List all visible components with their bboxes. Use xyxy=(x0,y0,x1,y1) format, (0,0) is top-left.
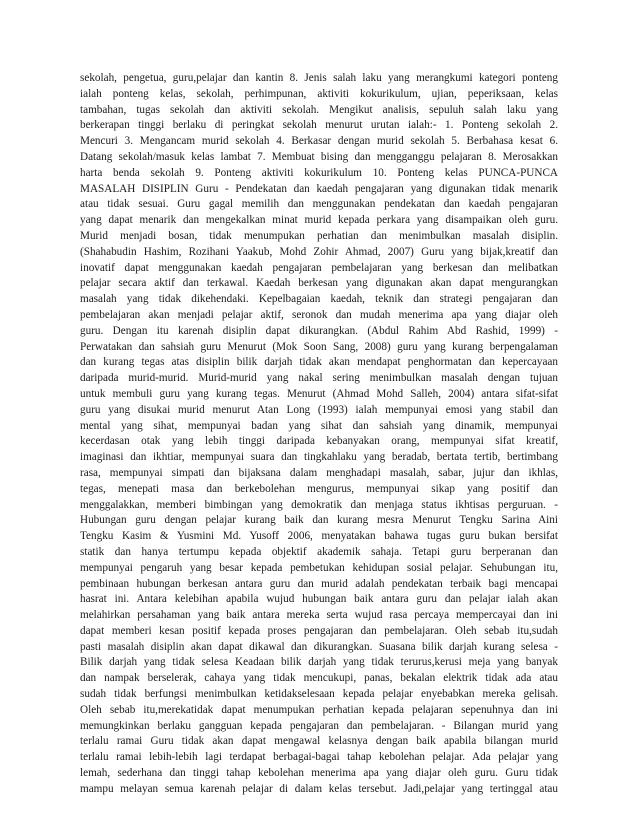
text-line: pembinaan hubungan berkesan antara guru dan murid adalah pendekatan terbaik bagi mencapai xyxy=(80,577,558,590)
text-line: MASALAH DISIPLIN Guru - Pendekatan dan kaedah pengajaran yang digunakan tidak menarik xyxy=(80,182,558,195)
text-line: Tengku Kasim & Yusmini Md. Yusoff 2006, menyatakan bahawa tugas guru bukan bersifat xyxy=(80,530,558,543)
text-line: dapat memberi kesan positif kepada proses pengajaran dan pembelajaran. Oleh sebab itu,sudah xyxy=(80,624,558,637)
body-text xyxy=(80,71,558,798)
text-line: menggalakkan, memberi bimbingan yang demokratik dan menjaga status ikhtisas perguruan. - xyxy=(80,498,558,511)
text-line: masalah yang tidak dikehendaki. Kepelbagaian kaedah, teknik dan strategi pengajaran dan xyxy=(80,293,558,306)
text-line: inovatif dapat menggunakan kaedah pengajaran pembelajaran yang berkesan dan melibatkan xyxy=(80,261,558,274)
text-line: Oleh sebab itu,merekatidak dapat menumpukan perhatian kepada pelajaran sepenuhnya dan ini xyxy=(80,703,558,716)
text-line: dan kurang tegas atas disiplin bilik darjah tidak akan mendapat penghormatan dan kepercayaan xyxy=(80,356,558,369)
text-line: pasti masalah disiplin akan dapat dikawal dan dikurangkan. Suasana bilik darjah kurang selesa - xyxy=(80,640,558,653)
text-line: pelajar secara aktif dan terkawal. Kaedah berkesan yang digunakan akan dapat mengurangkan xyxy=(80,277,558,290)
text-line: kecerdasan otak yang lebih tinggi daripada kebanyakan orang, mempunyai sifat kreatif, xyxy=(80,435,558,448)
text-line: harta benda sekolah 9. Ponteng aktiviti kokurikulum 10. Ponteng kelas PUNCA-PUNCA xyxy=(80,166,558,179)
text-line: daripada murid-murid. Murid-murid yang nakal sering menimbulkan masalah dengan tujuan xyxy=(80,372,558,385)
text-line: terlalu ramai Guru tidak akan dapat mengawal kelasnya dengan baik apabila bilangan murid xyxy=(80,735,558,748)
text-line: imaginasi dan ikhtiar, mempunyai suara dan tingkahlaku yang beradab, bertata tertib, bertimbang xyxy=(80,451,558,464)
text-line: Mencuri 3. Mengancam murid sekolah 4. Berkasar dengan murid sekolah 5. Berbahasa kesat 6. xyxy=(80,135,558,148)
text-line: Datang sekolah/masuk kelas lambat 7. Membuat bising dan mengganggu pelajaran 8. Merosakkan xyxy=(80,150,558,163)
text-line: guru yang disukai murid menurut Atan Long (1993) ialah mempunyai emosi yang stabil dan xyxy=(80,403,558,416)
text-line: sudah tidak berfungsi menimbulkan ketidakselesaan kepada pelajar enyebabkan mereka gelisah. xyxy=(80,688,558,701)
text-line: mampu melayan semua karenah pelajar di dalam kelas tersebut. Jadi,pelajar yang tertinggal atau xyxy=(80,782,558,795)
text-line: melahirkan persahaman yang baik antara mereka serta wujud rasa percaya mempercayai dan ini xyxy=(80,609,558,622)
text-line: Murid menjadi bosan, tidak menumpukan perhatian dan menimbulkan masalah disiplin. xyxy=(80,229,558,242)
text-line: statik dan hanya tertumpu kepada objektif akademik sahaja. Tetapi guru berperanan dan xyxy=(80,545,558,558)
text-line: memungkinkan berlaku gangguan kepada pengajaran dan pembelajaran. - Bilangan murid yang xyxy=(80,719,558,732)
text-line: yang dapat menarik dan mengekalkan minat murid kepada perkara yang disampaikan oleh guru. xyxy=(80,214,558,227)
text-line: mempunyai pengaruh yang besar kepada pembetukan kehidupan sosial pelajar. Sehubungan itu, xyxy=(80,561,558,574)
text-line: terlalu ramai lebih-lebih lagi terdapat berbagai-bagai tahap kebolehan pelajar. Ada pelajar yang xyxy=(80,751,558,764)
text-line: untuk membuli guru yang kurang tegas. Menurut (Ahmad Mohd Salleh, 2004) antara sifat-sifat xyxy=(80,387,558,400)
text-line: dan nampak berselerak, cahaya yang tidak mencukupi, panas, bekalan elektrik tidak ada atau xyxy=(80,672,558,685)
text-line: sekolah, pengetua, guru,pelajar dan kantin 8. Jenis salah laku yang merangkumi kategori ponteng xyxy=(80,72,558,84)
text-line: lemah, sederhana dan tinggi tahap kebolehan menerima apa yang diajar oleh guru. Guru tidak xyxy=(80,767,558,780)
text-line: Perwatakan dan sahsiah guru Menurut (Mok Soon Sang, 2008) guru yang kurang berpengalaman xyxy=(80,340,558,353)
text-line: rasa, mempunyai simpati dan bijaksana dalam menghadapi masalah, sabar, jujur dan ikhlas, xyxy=(80,466,558,479)
text-line: mental yang sihat, mempunyai badan yang sihat dan sahsiah yang dinamik, mempunyai xyxy=(80,419,558,432)
text-line: Hubungan guru dengan pelajar kurang baik dan kurang mesra Menurut Tengku Sarina Aini xyxy=(80,514,558,527)
text-line: hasrat ini. Antara kelebihan apabila wujud hubungan baik antara guru dan pelajar ialah akan xyxy=(80,593,558,606)
text-line: atau tidak sesuai. Guru gagal memilih dan menggunakan pendekatan dan kaedah pengajaran xyxy=(80,198,558,211)
text-line: tambahan, tugas sekolah dan aktiviti sekolah. Mengikut analisis, sepuluh salah laku yang xyxy=(80,103,558,116)
text-line: tegas, menepati masa dan berkebolehan mengurus, mempunyai sikap yang positif dan xyxy=(80,482,558,495)
text-line: (Shahabudin Hashim, Rozihani Yaakub, Mohd Zohir Ahmad, 2007) Guru yang bijak,kreatif dan xyxy=(80,245,558,258)
text-line: ialah ponteng kelas, sekolah, perhimpunan, aktiviti kokurikulum, ujian, peperiksaan, kelas xyxy=(80,87,558,100)
text-line: berkerapan tinggi berlaku di peringkat sekolah menurut urutan ialah:- 1. Ponteng sekolah 2. xyxy=(80,119,558,132)
text-line: pembelajaran akan menjadi pelajar aktif, seronok dan mudah menerima apa yang diajar oleh xyxy=(80,308,558,321)
text-line: guru. Dengan itu karenah disiplin dapat dikurangkan. (Abdul Rahim Abd Rashid, 1999) - xyxy=(80,324,558,337)
text-line: Bilik darjah yang tidak selesa Keadaan bilik darjah yang tidak terurus,kerusi meja yang banyak xyxy=(80,656,558,669)
